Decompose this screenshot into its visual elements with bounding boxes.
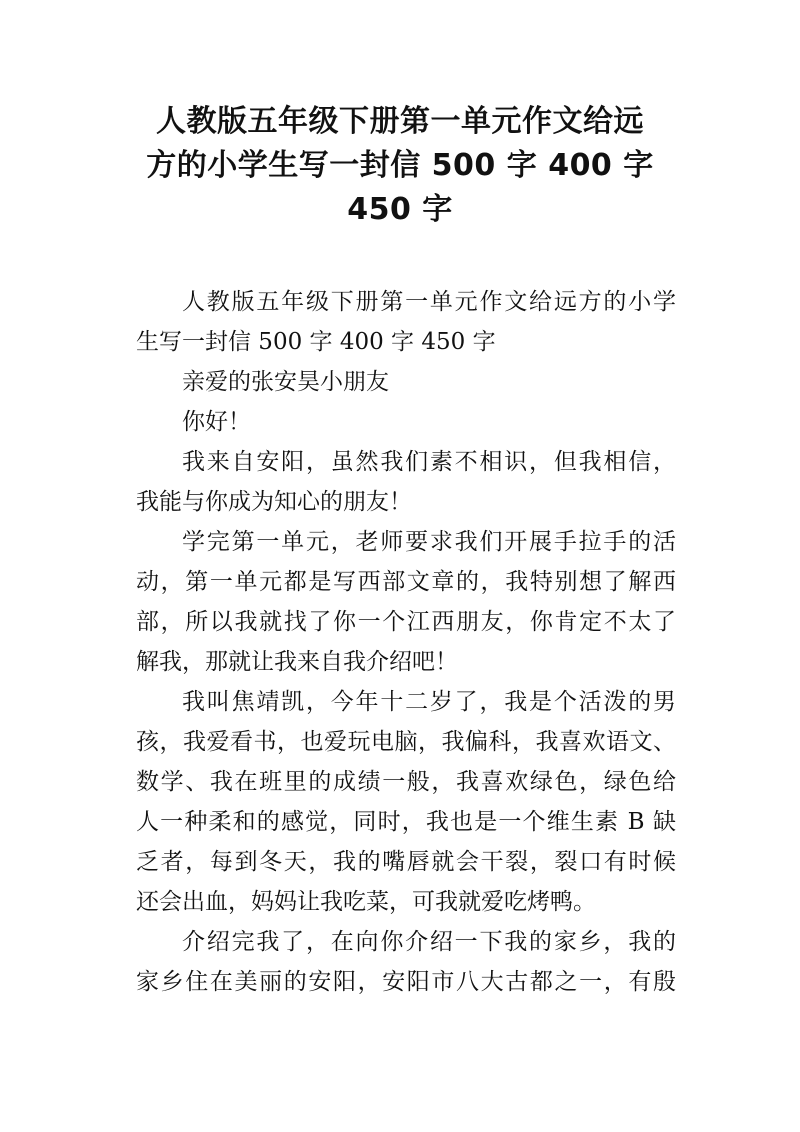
body-text-line: 我能与你成为知心的朋友！	[136, 489, 412, 515]
body-text-line: 动，第一单元都是写西部文章的，我特别想了解西	[136, 569, 676, 595]
body-text-line: 家乡住在美丽的安阳，安阳市八大古都之一，有殷	[136, 969, 676, 995]
body-text-line: 我来自安阳，虽然我们素不相识，但我相信，	[182, 449, 676, 475]
title-line: 450 字	[347, 192, 453, 227]
body-text-line: 人教版五年级下册第一单元作文给远方的小学	[182, 289, 676, 315]
body-text-line: 我叫焦靖凯，今年十二岁了，我是个活泼的男	[182, 689, 676, 715]
body-text-line: 乏者，每到冬天，我的嘴唇就会干裂，裂口有时候	[136, 849, 676, 875]
body-text-line: 介绍完我了，在向你介绍一下我的家乡，我的	[182, 929, 676, 955]
title-line: 方的小学生写一封信 500 字 400 字	[146, 148, 654, 183]
document-body	[136, 282, 676, 1002]
body-text-line: 解我，那就让我来自我介绍吧！	[136, 649, 458, 675]
body-text-line: 学完第一单元，老师要求我们开展手拉手的活	[182, 529, 676, 555]
body-text-line: 亲爱的张安昊小朋友	[182, 369, 389, 395]
body-text-line: 还会出血，妈妈让我吃菜，可我就爱吃烤鸭。	[136, 889, 596, 915]
body-text-line: 部，所以我就找了你一个江西朋友，你肯定不太了	[136, 609, 676, 635]
body-text-line: 人一种柔和的感觉，同时，我也是一个维生素 B 缺	[136, 809, 676, 835]
body-text-line: 你好！	[182, 409, 251, 435]
body-text-line: 生写一封信 500 字 400 字 450 字	[136, 329, 496, 355]
body-text-line: 数学、我在班里的成绩一般，我喜欢绿色，绿色给	[136, 769, 676, 795]
title-line: 人教版五年级下册第一单元作文给远	[156, 104, 644, 139]
body-text-line: 孩，我爱看书，也爱玩电脑，我偏科，我喜欢语文、	[136, 729, 676, 755]
document-title	[120, 100, 680, 232]
